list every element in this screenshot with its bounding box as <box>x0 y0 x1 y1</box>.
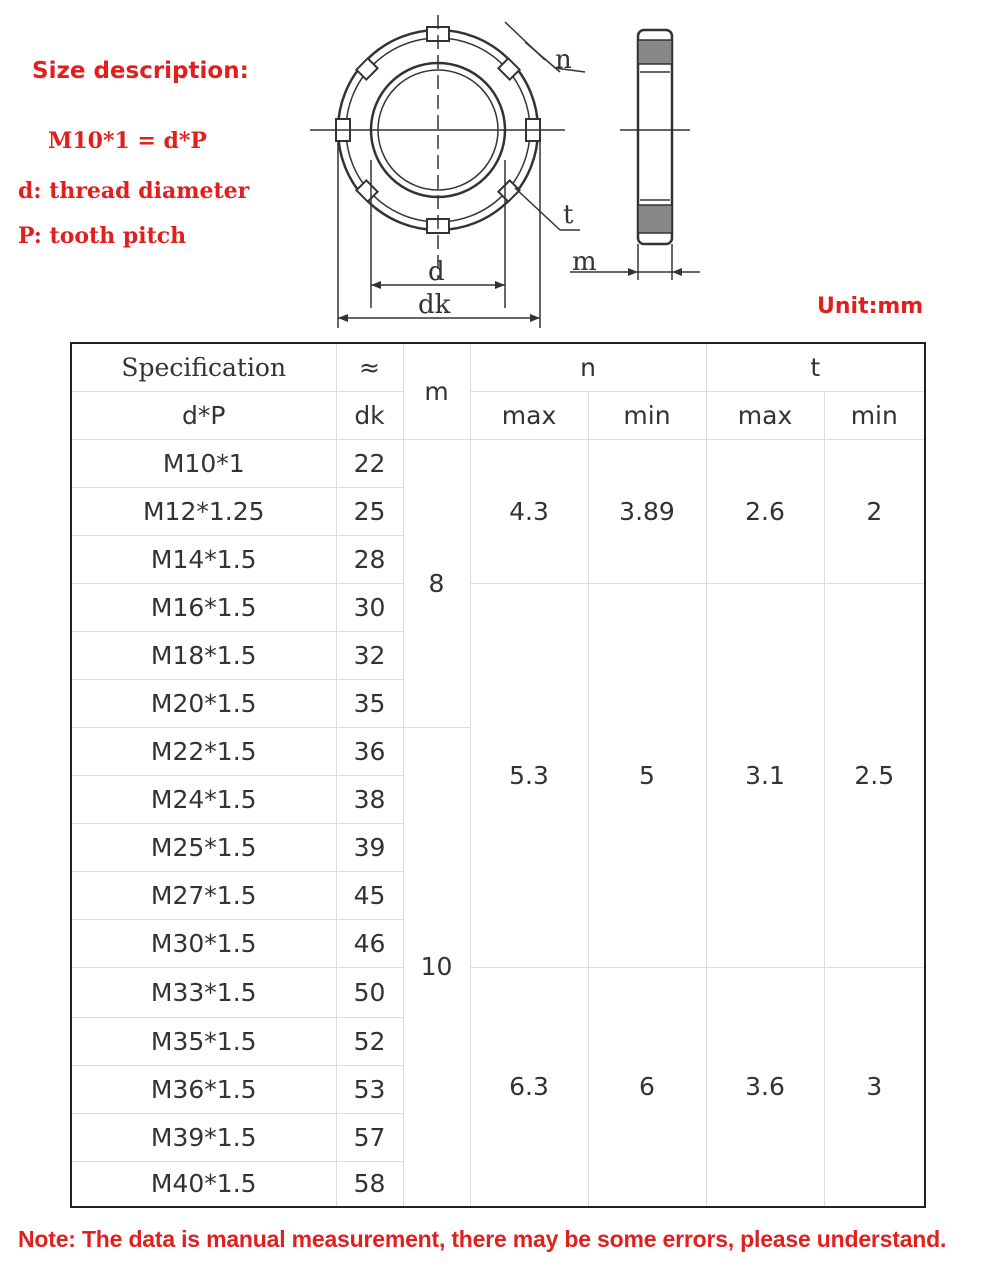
cell-spec: M39*1.5 <box>71 1113 336 1161</box>
header-n-max: max <box>470 391 588 439</box>
cell-dk: 45 <box>336 871 403 919</box>
cell-t-min: 2 <box>824 439 925 583</box>
cell-spec: M25*1.5 <box>71 823 336 871</box>
cell-dk: 46 <box>336 919 403 967</box>
cell-spec: M20*1.5 <box>71 679 336 727</box>
cell-spec: M27*1.5 <box>71 871 336 919</box>
cell-dk: 52 <box>336 1017 403 1065</box>
cell-t-max: 2.6 <box>706 439 824 583</box>
header-dp: d*P <box>71 391 336 439</box>
header-n: n <box>470 343 706 391</box>
cell-dk: 35 <box>336 679 403 727</box>
side-view <box>570 30 700 280</box>
cell-dk: 32 <box>336 631 403 679</box>
label-t: t <box>563 200 574 230</box>
cell-dk: 50 <box>336 967 403 1017</box>
cell-t-max: 3.6 <box>706 967 824 1207</box>
cell-dk: 30 <box>336 583 403 631</box>
cell-spec: M12*1.25 <box>71 487 336 535</box>
cell-spec: M16*1.5 <box>71 583 336 631</box>
specification-table <box>70 342 926 1208</box>
cell-t-min: 2.5 <box>824 583 925 967</box>
size-description-heading: Size description: <box>32 58 249 84</box>
cell-n-max: 6.3 <box>470 967 588 1207</box>
cell-dk: 38 <box>336 775 403 823</box>
disclaimer-note: Note: The data is manual measurement, there may be some errors, please understand. <box>18 1226 947 1252</box>
cell-n-max: 4.3 <box>470 439 588 583</box>
header-n-min: min <box>588 391 706 439</box>
cell-m-group: 10 <box>403 727 470 1207</box>
cell-t-min: 3 <box>824 967 925 1207</box>
cell-n-min: 6 <box>588 967 706 1207</box>
cell-spec: M10*1 <box>71 439 336 487</box>
cell-dk: 28 <box>336 535 403 583</box>
cell-n-min: 3.89 <box>588 439 706 583</box>
cell-n-min: 5 <box>588 583 706 967</box>
legend-thread-diameter: d: thread diameter <box>18 178 250 204</box>
cell-t-max: 3.1 <box>706 583 824 967</box>
header-t-min: min <box>824 391 925 439</box>
label-m: m <box>572 247 597 277</box>
legend-tooth-pitch: P: tooth pitch <box>18 223 187 249</box>
cell-m-group: 8 <box>403 439 470 727</box>
cell-dk: 58 <box>336 1161 403 1207</box>
nut-technical-drawing <box>300 10 720 335</box>
cell-spec: M24*1.5 <box>71 775 336 823</box>
header-t: t <box>706 343 925 391</box>
cell-dk: 53 <box>336 1065 403 1113</box>
header-specification: Specification <box>71 343 336 391</box>
cell-dk: 36 <box>336 727 403 775</box>
header-dk: dk <box>336 391 403 439</box>
label-dk: dk <box>418 290 451 320</box>
size-formula: M10*1 = d*P <box>48 128 207 154</box>
cell-spec: M36*1.5 <box>71 1065 336 1113</box>
cell-spec: M33*1.5 <box>71 967 336 1017</box>
label-n: n <box>555 45 572 75</box>
cell-spec: M14*1.5 <box>71 535 336 583</box>
cell-dk: 57 <box>336 1113 403 1161</box>
unit-label: Unit:mm <box>817 294 924 319</box>
cell-spec: M40*1.5 <box>71 1161 336 1207</box>
label-d: d <box>428 257 445 287</box>
header-m: m <box>403 343 470 439</box>
cell-spec: M30*1.5 <box>71 919 336 967</box>
cell-n-max: 5.3 <box>470 583 588 967</box>
cell-dk: 39 <box>336 823 403 871</box>
cell-spec: M18*1.5 <box>71 631 336 679</box>
cell-spec: M22*1.5 <box>71 727 336 775</box>
cell-spec: M35*1.5 <box>71 1017 336 1065</box>
header-approx: ≈ <box>336 343 403 391</box>
cell-dk: 25 <box>336 487 403 535</box>
header-t-max: max <box>706 391 824 439</box>
cell-dk: 22 <box>336 439 403 487</box>
front-view <box>310 15 585 328</box>
